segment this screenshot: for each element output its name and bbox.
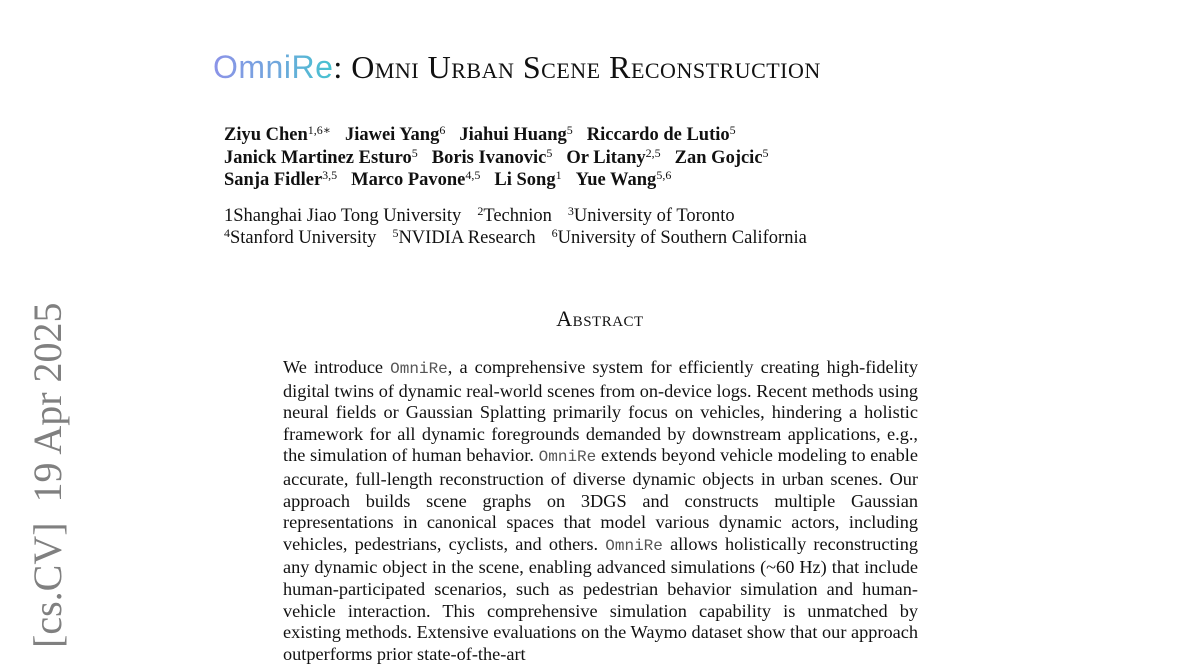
author-name: Janick Martinez Esturo: [224, 147, 412, 168]
author-superscript: 5: [546, 145, 553, 160]
affil-superscript: 4: [224, 226, 230, 240]
abstract-text: extends beyond vehicle modeling to enable accurate, full-length reconstruction of diverse dynamic objects in urban scenes. Our approach builds scene graphs on 3DGS and constructs multiple Gaussian representations in canonical spaces that model various dynamic actors, including vehicles, pedestrians, cyclists, and others.: [283, 445, 919, 554]
arxiv-category: [cs.CV]: [25, 522, 70, 648]
abstract-heading: Abstract: [556, 306, 644, 331]
author-superscript: 5: [729, 123, 736, 137]
system-name: OmniRe: [390, 360, 448, 378]
affil-superscript: 5: [392, 226, 399, 240]
affil-name: University of Toronto: [573, 206, 735, 226]
affil: [224, 206, 461, 226]
affil: [568, 206, 735, 226]
author-superscript: 5: [566, 123, 573, 137]
affil-line: [224, 205, 823, 227]
affil-superscript: 3: [567, 204, 574, 218]
author-name: Boris Ivanovic: [431, 147, 547, 168]
title-brand: OmniRe: [213, 49, 334, 85]
affil-line: [224, 227, 823, 249]
author-name: Sanja Fidler: [224, 170, 323, 190]
affil: [552, 228, 807, 248]
arxiv-side-stamp: [25, 302, 70, 648]
abstract-text: allows holistically reconstructing any dynamic object in the scene, enabling advanced simulations (~60 Hz) that include human-participated scenarios, such as pedestrian behavior simulation and human-vehicle interaction. This comprehensive simulation capability is unmatched by existing methods. Extensive evaluations on the Waymo dataset show that our approach outperforms prior state-of-the-art: [283, 533, 918, 664]
author-name: Yue Wang: [575, 170, 657, 190]
arxiv-date: 19 Apr 2025: [25, 302, 70, 503]
system-name: OmniRe: [538, 448, 597, 467]
affil-name: Technion: [483, 206, 552, 226]
affil-superscript: 2: [477, 204, 484, 218]
affil-name: Stanford University: [230, 228, 377, 248]
author: [566, 145, 661, 168]
author-superscript: 1,6∗: [307, 123, 331, 137]
abstract-text: We introduce: [283, 357, 391, 377]
author-name: Zan Gojcic: [674, 147, 763, 168]
author-name: Li Song: [494, 170, 556, 190]
author: [351, 170, 480, 190]
abstract-body: [283, 357, 918, 665]
author-superscript: 3,5: [322, 168, 338, 182]
author-superscript: 5,6: [656, 168, 672, 182]
author-name: Jiahui Huang: [459, 125, 567, 145]
affil-name: University of Southern California: [557, 228, 807, 248]
author-superscript: 2,5: [645, 145, 661, 160]
author-name: Or Litany: [566, 147, 646, 168]
paper-title: [213, 50, 821, 85]
author: [224, 145, 418, 168]
affil-name: 1Shanghai Jiao Tong University: [224, 206, 462, 226]
author: [576, 170, 672, 190]
author: [224, 170, 337, 190]
author: [459, 125, 572, 145]
affil-name: NVIDIA Research: [398, 228, 536, 248]
author-superscript: 1: [555, 168, 562, 182]
author-line: [224, 147, 783, 170]
author-name: Ziyu Chen: [224, 125, 308, 145]
author-line: [224, 124, 783, 147]
affil: [477, 206, 552, 226]
author-superscript: 5: [762, 145, 769, 160]
author: [345, 125, 445, 145]
author: [587, 125, 736, 145]
author: [431, 145, 553, 168]
affil: [392, 228, 535, 248]
title-rest: : Omni Urban Scene Reconstruction: [333, 49, 821, 85]
affiliation-list: [224, 205, 823, 249]
author-name: Jiawei Yang: [344, 125, 440, 145]
author: [674, 145, 769, 168]
author-list: [224, 124, 783, 192]
author: [224, 125, 331, 145]
author-name: Marco Pavone: [351, 170, 466, 190]
affil-superscript: 6: [551, 226, 558, 240]
author: [494, 170, 561, 190]
system-name: OmniRe: [605, 536, 663, 555]
author-line: [224, 169, 783, 192]
author-name: Riccardo de Lutio: [586, 125, 730, 145]
author-superscript: 6: [439, 123, 446, 137]
author-superscript: 5: [411, 145, 418, 160]
abstract-text: , a comprehensive system for efficiently creating high-fidelity digital twins of dynamic real-world scenes from on-device logs. Recent methods using neural fields or Gaussian Splatting primarily focus on vehicles, hindering a holistic framework for all dynamic foregrounds demanded by downstream applications, e.g., the simulation of human behavior.: [283, 357, 918, 466]
author-superscript: 4,5: [465, 168, 481, 182]
affil: [224, 228, 376, 248]
